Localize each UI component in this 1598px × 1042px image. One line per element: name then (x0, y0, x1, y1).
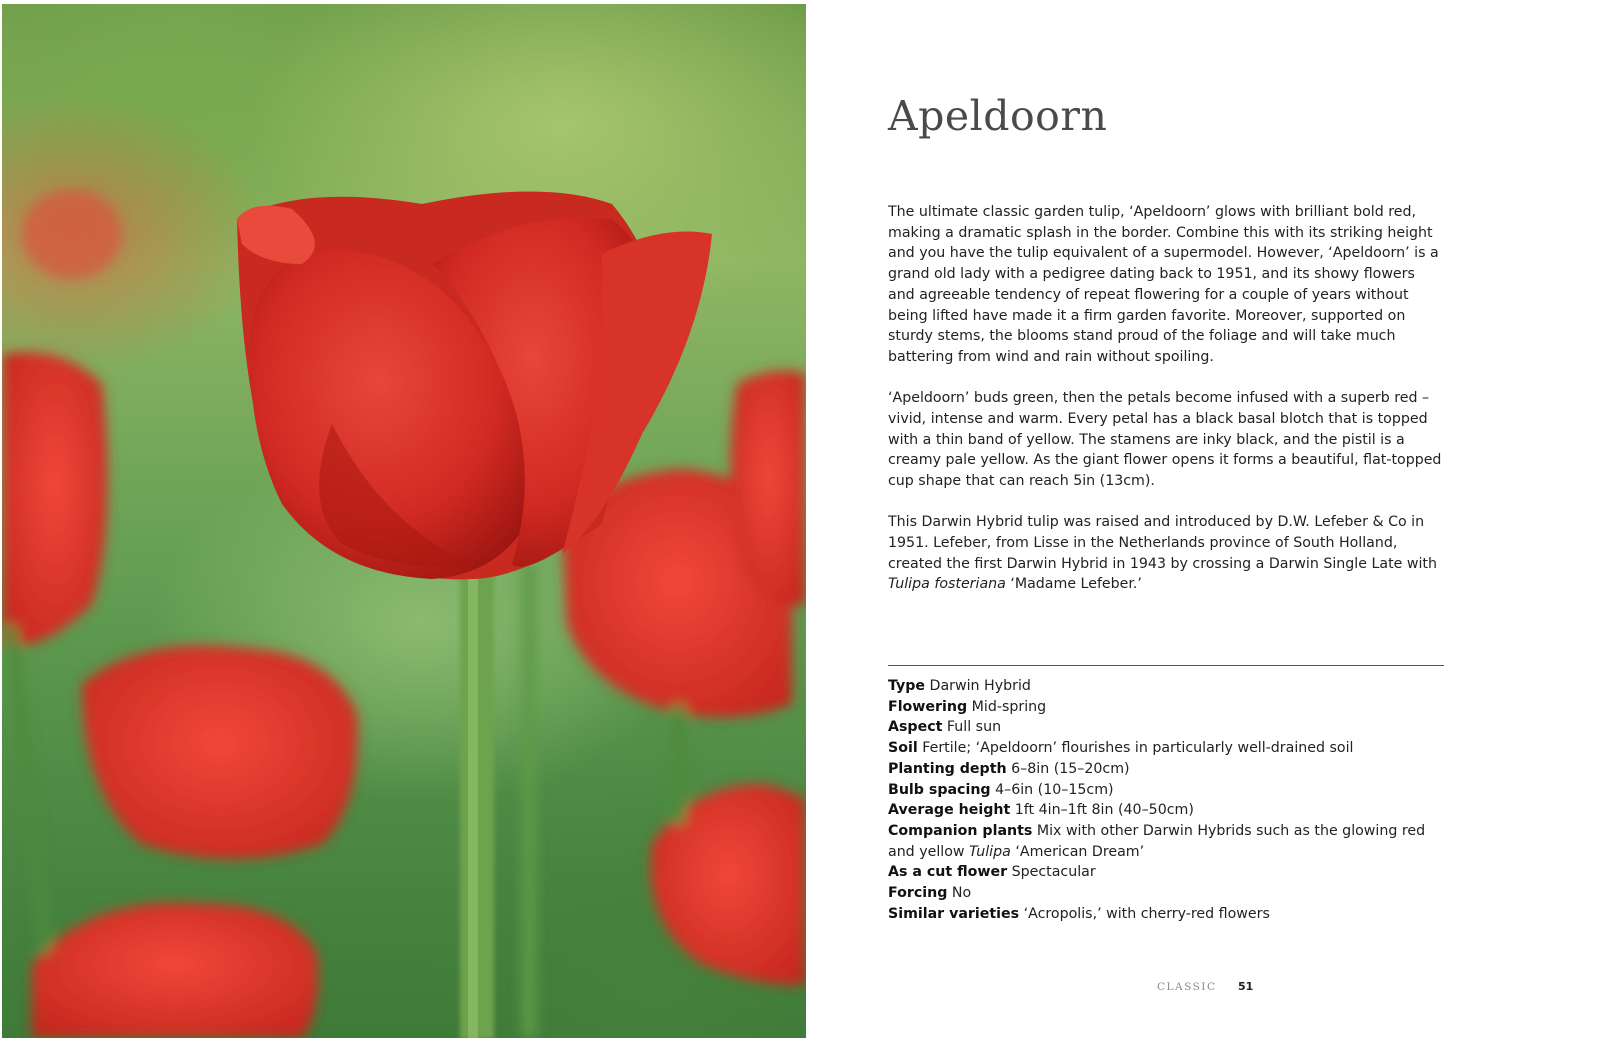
fact-label: Companion plants (888, 822, 1033, 839)
fact-value: Darwin Hybrid (925, 678, 1031, 694)
fact-label: Type (888, 678, 926, 694)
fact-value: Fertile; ‘Apeldoorn’ flourishes in particularly well-drained soil (917, 740, 1354, 757)
fact-label: Forcing (888, 885, 948, 902)
fact-value: Spectacular (1007, 864, 1096, 881)
fact-value: ‘American Dream’ (1010, 843, 1145, 860)
fact-label: Bulb spacing (888, 781, 991, 798)
fact-average-height (888, 800, 1444, 821)
fact-label: Soil (888, 740, 918, 757)
page-title: Apeldoorn (888, 92, 1108, 140)
fact-forcing (888, 883, 1444, 904)
fact-value: 6–8in (15–20cm) (1006, 760, 1130, 777)
fact-soil (888, 738, 1444, 759)
fact-label: Planting depth (888, 760, 1007, 777)
page-number: 51 (1237, 980, 1254, 993)
tulip-photo (2, 4, 806, 1038)
fact-flowering (888, 697, 1444, 718)
section-divider (888, 665, 1444, 666)
article-body (888, 202, 1444, 615)
fact-label: Flowering (888, 698, 968, 715)
fact-value-italic: Tulipa (969, 843, 1011, 860)
fact-similar-varieties (888, 904, 1444, 925)
paragraph-history (888, 512, 1444, 595)
fact-value: ‘Acropolis,’ with cherry-red flowers (1019, 905, 1270, 922)
paragraph-description: ‘Apeldoorn’ buds green, then the petals become infused with a superb red – vivid, intense and warm. Every petal has a black basal blotch that is topped with a thin band of yellow. The stamens are inky black, and the pistil is a creamy pale yellow. As the giant flower opens it forms a beautiful, flat-topped cup shape that can reach 5in (13cm). (888, 390, 1442, 489)
fact-label: As a cut flower (888, 864, 1008, 881)
fact-value: 4–6in (10–15cm) (990, 781, 1114, 798)
paragraph-history-species: Tulipa fosteriana (888, 576, 1006, 593)
fact-value: 1ft 4in–1ft 8in (40–50cm) (1010, 802, 1194, 819)
fact-type (888, 676, 1444, 697)
fact-planting-depth (888, 759, 1444, 780)
fact-cut-flower (888, 862, 1444, 883)
fact-label: Average height (888, 802, 1011, 819)
fact-aspect (888, 717, 1444, 738)
fact-value: Full sun (942, 719, 1002, 736)
tulip-photo-illustration (2, 4, 806, 1038)
paragraph-history-text: This Darwin Hybrid tulip was raised and introduced by D.W. Lefeber & Co in 1951. Lefeber, from Lisse in the Netherlands province of South Holland, created the first Darwin Hybrid in 1943 by crossing a Darwin Single Late with (888, 514, 1437, 572)
fact-value: Mid-spring (967, 698, 1047, 715)
fact-bulb-spacing (888, 780, 1444, 801)
fact-value: No (947, 885, 972, 902)
fact-label: Aspect (888, 719, 943, 736)
paragraph-intro: The ultimate classic garden tulip, ‘Apeldoorn’ glows with brilliant bold red, making a dramatic splash in the border. Combine this with its striking height and you have the tulip equivalent of a supermodel. However, ‘Apeldoorn’ is a grand old lady with a pedigree dating back to 1951, and its showy flowers and agreeable tendency of repeat flowering for a couple of years without being lifted have made it a firm garden favorite. Moreover, supported on sturdy stems, the blooms stand proud of the foliage and will take much battering from wind and rain without spoiling. (888, 204, 1439, 365)
fact-label: Similar varieties (888, 905, 1020, 922)
section-name: CLASSIC (1157, 981, 1217, 993)
fact-companion-plants (888, 821, 1444, 862)
page-footer (1157, 980, 1253, 993)
paragraph-history-cultivar: ‘Madame Lefeber.’ (1005, 576, 1142, 593)
fact-value: Mix with other Darwin Hybrids such as the glowing red and yellow (888, 822, 1426, 860)
fact-sheet (888, 676, 1444, 924)
